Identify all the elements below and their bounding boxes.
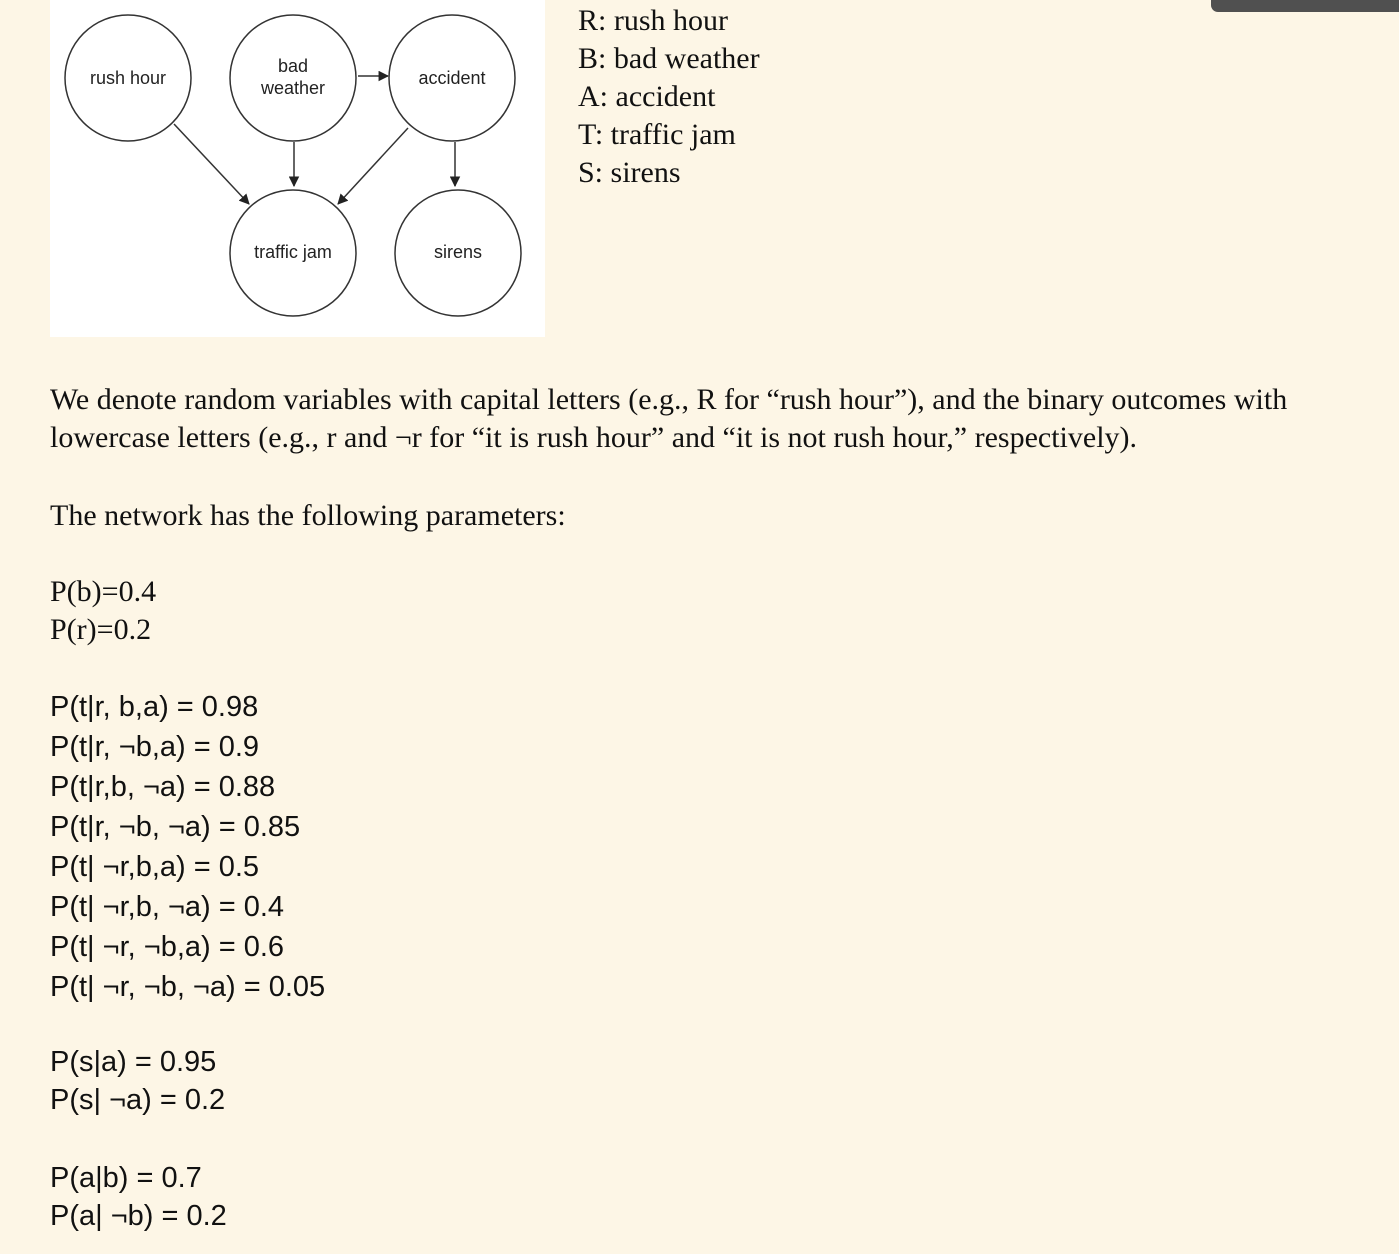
- notation-paragraph: [50, 381, 1287, 457]
- parameters-heading: The network has the following parameters:: [50, 499, 566, 532]
- cpt-row: P(t| ¬r,b, ¬a) = 0.4: [50, 891, 285, 923]
- window-corner-bar: [1211, 0, 1399, 12]
- accident-cpt: [50, 1159, 227, 1235]
- legend-item-b: B: bad weather: [578, 42, 760, 75]
- legend-item-r: R: rush hour: [578, 4, 728, 37]
- node-accident-label: accident: [418, 68, 486, 88]
- cpt-row: P(s|a) = 0.95: [50, 1046, 217, 1078]
- cpt-row: P(a|b) = 0.7: [50, 1162, 202, 1194]
- bayes-network-diagram: [50, 0, 545, 337]
- node-sirens-label: sirens: [433, 242, 483, 262]
- cpt-row: P(t| ¬r, ¬b,a) = 0.6: [50, 931, 285, 963]
- edge-rush-hour-to-traffic-jam: [174, 124, 249, 204]
- prior-r: P(r)=0.2: [50, 613, 152, 646]
- notation-line-2: lowercase letters (e.g., r and ¬r for “it is rush hour” and “it is not rush hour,” respectively).: [50, 421, 1138, 454]
- network-svg: [50, 0, 545, 337]
- cpt-row: P(t|r,b, ¬a) = 0.88: [50, 771, 276, 803]
- sirens-cpt: [50, 1043, 225, 1119]
- notation-line-1: We denote random variables with capital letters (e.g., R for “rush hour”), and the binary outcomes with: [50, 383, 1288, 416]
- cpt-row: P(t| ¬r,b,a) = 0.5: [50, 851, 260, 883]
- node-bad-weather-label-line2: weather: [260, 78, 326, 98]
- edge-accident-to-traffic-jam: [338, 128, 408, 204]
- node-traffic-jam-label: traffic jam: [254, 242, 332, 262]
- traffic-jam-cpt: [50, 687, 325, 1007]
- node-accident: [389, 15, 515, 141]
- cpt-row: P(a| ¬b) = 0.2: [50, 1200, 227, 1232]
- cpt-row: P(t| ¬r, ¬b, ¬a) = 0.05: [50, 971, 326, 1003]
- node-rush-hour: [65, 15, 191, 141]
- cpt-row: P(s| ¬a) = 0.2: [50, 1084, 226, 1116]
- node-bad-weather: [230, 15, 356, 141]
- prior-probabilities: [50, 573, 156, 649]
- legend-item-t: T: traffic jam: [578, 118, 736, 151]
- legend-item-s: S: sirens: [578, 156, 681, 189]
- legend-item-a: A: accident: [578, 80, 716, 113]
- prior-b: P(b)=0.4: [50, 575, 157, 608]
- node-rush-hour-label: rush hour: [89, 68, 167, 88]
- cpt-row: P(t|r, b,a) = 0.98: [50, 691, 259, 723]
- node-sirens: [395, 190, 521, 316]
- node-traffic-jam: [230, 190, 356, 316]
- variable-legend: [578, 2, 760, 192]
- cpt-row: P(t|r, ¬b,a) = 0.9: [50, 731, 260, 763]
- node-bad-weather-label-line1: bad: [277, 56, 309, 76]
- cpt-row: P(t|r, ¬b, ¬a) = 0.85: [50, 811, 301, 843]
